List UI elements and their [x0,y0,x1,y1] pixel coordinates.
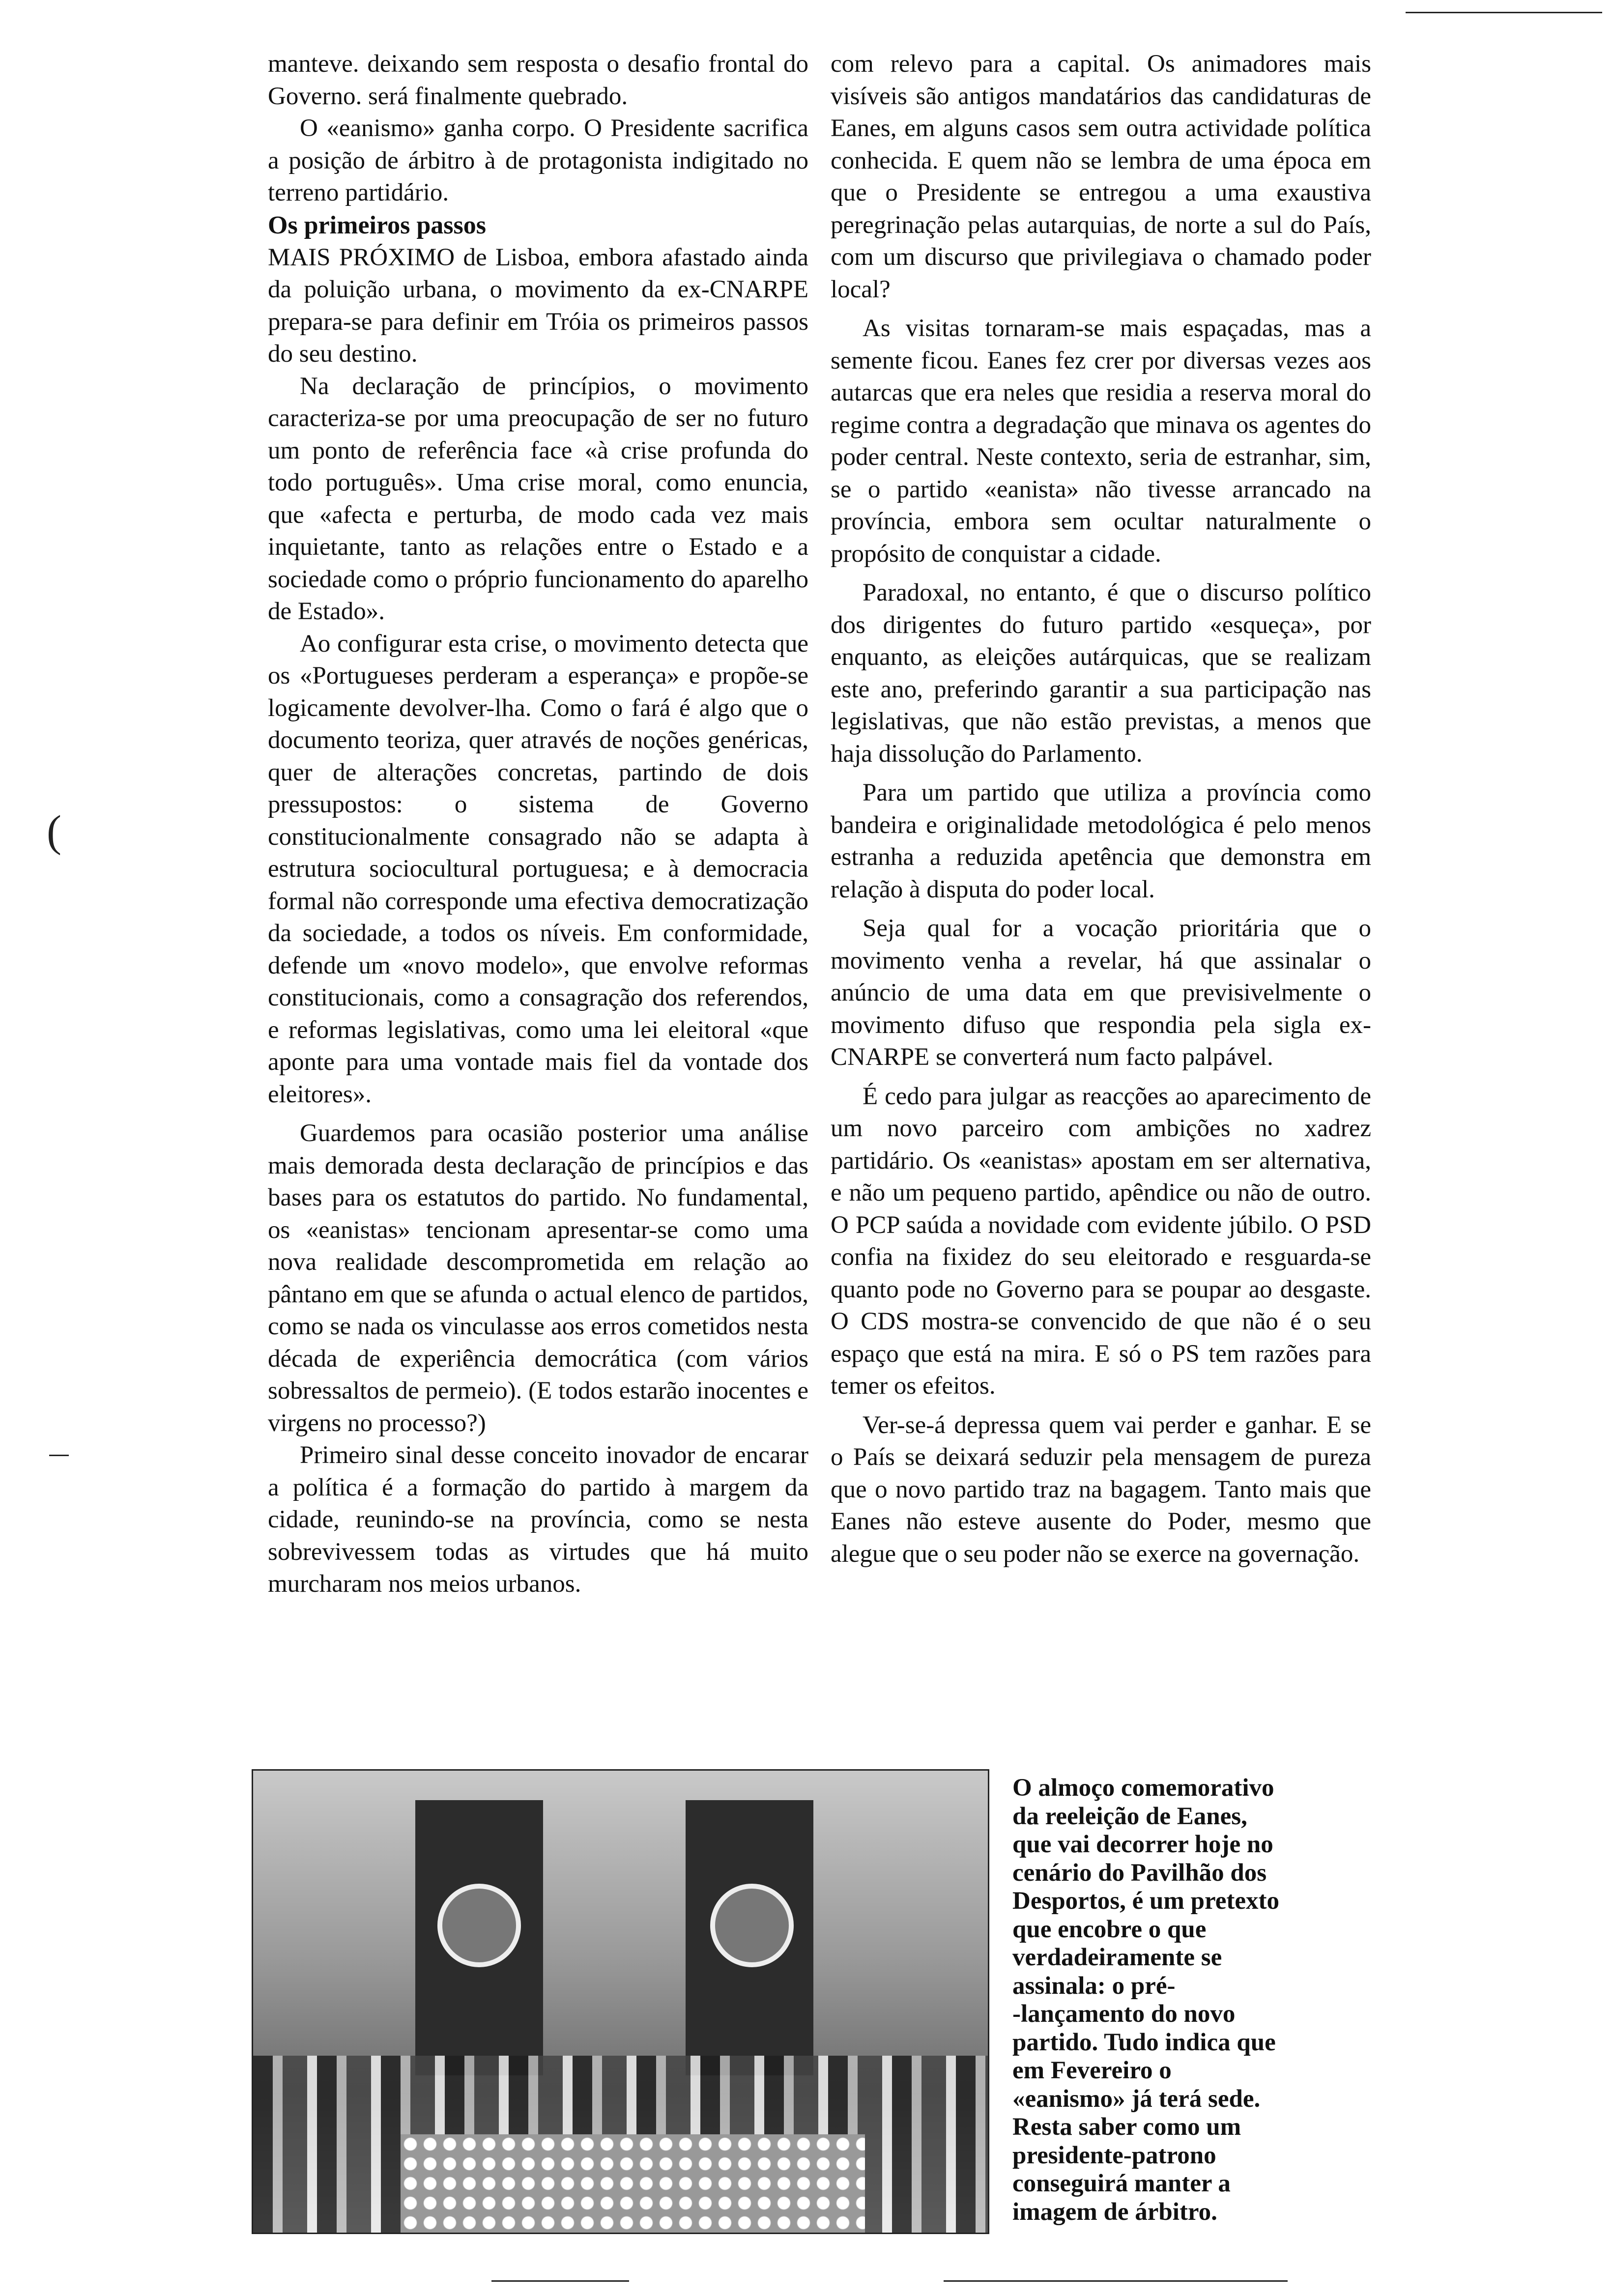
paragraph: Seja qual for a vocação prioritária que o movimento venha a revelar, há que assinalar o anúncio de uma data em que previsivelmente o movimento difuso que respondia pela sigla ex-CNARPE se converterá num facto palpável. [831,915,1371,1071]
paragraph: Primeiro sinal desse conceito inovador de encarar a política é a formação do partido à margem da cidade, reunindo-se na província, como se nesta sobrevivessem todas as virtudes que há muito murcharam nos meios urbanos. [268,1441,808,1598]
paragraph: manteve. deixando sem resposta o desafio frontal do Governo. será finalmente quebrado. [268,50,808,110]
left-column [268,48,808,1601]
paragraph: Na declaração de princípios, o movimento caracteriza-se por uma preocupação de ser no futuro um ponto de referência face «à crise profunda do todo português». Uma crise moral, como enuncia, que «afecta e perturba, de modo cada vez mais inquietante, tanto as relações entre o Estado e a sociedade como o próprio funcionamento do aparelho de Estado». [268,372,808,625]
bottom-rule [944,2280,1288,2282]
top-right-rule [1406,12,1602,13]
coat-of-arms-icon [437,1884,521,1967]
paragraph: MAIS PRÓXIMO de Lisboa, embora afastado ainda da poluição urbana, o movimento da ex-CNARPE prepara-se para definir em Tróia os primeiros passos do seu destino. [268,243,808,368]
paragraph: com relevo para a capital. Os animadores mais visíveis são antigos mandatários das candidaturas de Eanes, em alguns casos sem outra actividade política conhecida. E quem não se lembra de uma época em que o Presidente se entregou a uma exaustiva peregrinação pelas autarquias, de norte a sul do País, com um discurso que privilegiava o chamado poder local? [831,50,1371,303]
paragraph: As visitas tornaram-se mais espaçadas, mas a semente ficou. Eanes fez crer por diversas vezes aos autarcas que era neles que residia a reserva moral do regime contra a degradação que minava os agentes do poder central. Neste contexto, seria de estranhar, sim, se o partido «eanista» não tivesse arrancado na província, embora sem ocultar naturalmente o propósito de conquistar a cidade. [831,315,1371,568]
right-column [831,48,1371,1570]
coat-of-arms-icon [710,1884,794,1967]
margin-mark: ( [47,807,61,856]
paragraph: Ver-se-á depressa quem vai perder e ganhar. E se o País se deixará seduzir pela mensagem de pureza que o novo partido traz na bagagem. Tanto mais que Eanes não esteve ausente do Poder, mesmo que alegue que o seu poder não se exerce na governação. [831,1411,1371,1568]
flowers [401,2134,865,2233]
section-heading: Os primeiros passos [268,211,486,239]
paragraph: Guardemos para ocasião posterior uma análise mais demorada desta declaração de princípios e das bases para os estatutos do partido. No fundamental, os «eanistas» tencionam apresentar-se como uma nova realidade descomprometida em relação ao pântano em que se afunda o actual elenco de partidos, como se nada os vinculasse aos erros cometidos nesta década de experiência democrática (com vários sobressaltos de permeio). (E todos estarão inocentes e virgens no processo?) [268,1119,808,1437]
paragraph: É cedo para julgar as reacções ao aparecimento de um novo parceiro com ambições no xadrez partidário. Os «eanistas» apostam em ser alternativa, e não um pequeno partido, apêndice ou não de outro. O PCP saúda a novidade com evidente júbilo. O PSD confia na fixidez do seu eleitorado e resguarda-se quanto pode no Governo para se poupar ao desgaste. O CDS mostra-se convencido de que não é o seu espaço que está na mira. E só o PS tem razões para temer os efeitos. [831,1082,1371,1400]
photo-caption: O almoço comemorativo da reeleição de Eanes, que vai decorrer hoje no cenário do Pavilhão dos Desportos, é um pretexto que encobre o que verdadeiramente se assinala: o pré- -lançamento do novo partido. Tudo indica que em Fevereiro o «eanismo» já terá sede. Resta saber como um presidente-patrono conseguirá manter a imagem de árbitro. [1012,1774,1279,2226]
bottom-rule [491,2280,629,2282]
paragraph: Ao configurar esta crise, o movimento detecta que os «Portugueses perderam a esperança» e propõe-se logicamente devolver-lha. Como o fará é algo que o documento teoriza, quer através de noções genéricas, quer de alterações concretas, partindo de dois pressupostos: o sistema de Governo constitucionalmente consagrado não se adapta à estrutura sociocultural portuguesa; e à democracia formal não corresponde uma efectiva democratização da sociedade, a todos os níveis. Em conformidade, defende um «novo modelo», que envolve reformas constitucionais, como a consagração dos referendos, e reformas legislativas, como uma lei eleitoral «que aponte para uma vontade mais fiel da vontade dos eleitores». [268,630,808,1108]
margin-dash [49,1455,69,1456]
paragraph: Para um partido que utiliza a província como bandeira e originalidade metodológica é pelo menos estranha a reduzida apetência que demonstra em relação à disputa do poder local. [831,779,1371,903]
paragraph: Paradoxal, no entanto, é que o discurso político dos dirigentes do futuro partido «esqueça», por enquanto, as eleições autárquicas, que se realizam este ano, preferindo garantir a sua participação nas legislativas, que não estão previstas, a menos que haja dissolução do Parlamento. [831,579,1371,768]
news-photo [252,1769,989,2234]
paragraph: O «eanismo» ganha corpo. O Presidente sacrifica a posição de árbitro à de protagonista indigitado no terreno partidário. [268,115,808,206]
